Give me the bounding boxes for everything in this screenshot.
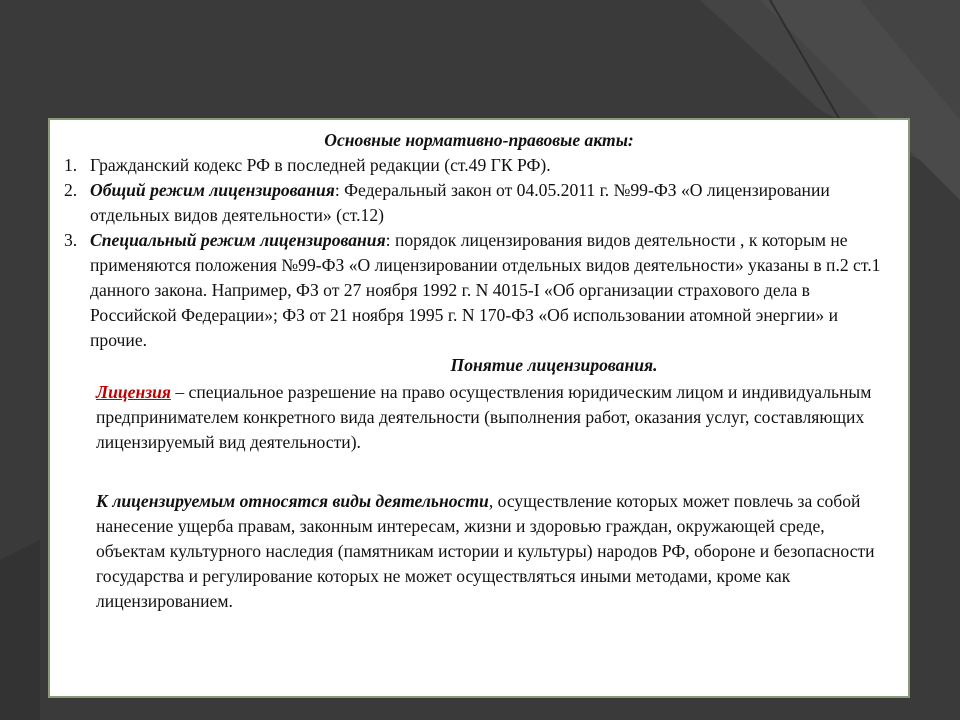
licensed-text: , осуществление которых может повлечь за собой нанесение ущерба правам, законным интересам, жизни и здоровью граждан, окружающей среде, объектам культурного наследия (памятникам истории и культуры) народов РФ, обороне и безопасности государства и регулирование которых не может осуществляться иными методами, кроме как лицензированием. [96,491,875,611]
item-emphasis: Общий режим лицензирования [90,180,335,200]
list-item [64,228,894,353]
license-text: – специальное разрешение на право осуществления юридическим лицом и индивидуальным предпринимателем конкретного вида деятельности (выполнения работ, оказания услуг, составляющих лицензируемый вид деятельности). [96,382,872,452]
list-item [64,153,894,178]
background-shape [0,540,40,720]
license-definition [64,380,894,455]
item-text: Гражданский кодекс РФ в последней редакции (ст.49 ГК РФ). [90,155,551,175]
item-text: : Федеральный закон от 04.05.2011 г. №99-ФЗ «О лицензировании отдельных видов деятельности» (ст.12) [90,180,830,225]
list-item [64,178,894,228]
item-number: 1. [64,155,78,175]
heading-normative-acts: Основные нормативно-правовые акты: [324,130,634,150]
item-text: : порядок лицензирования видов деятельности , к которым не применяются положения №99-ФЗ «О лицензировании отдельных видов деятельности» указаны в п.2 ст.1 данного закона. Например, ФЗ от 27 ноября 1992 г. N 4015-I «Об организации страхового дела в Российской Федерации»; ФЗ от 21 ноября 1995 г. N 170-ФЗ «Об использовании атомной энергии» и прочие. [90,230,881,350]
item-number: 2. [64,180,78,200]
license-term: Лицензия [96,382,171,402]
licensed-emphasis: К лицензируемым относятся виды деятельности [96,491,489,511]
spacer [64,455,894,489]
item-emphasis: Специальный режим лицензирования [90,230,386,250]
heading-license-concept: Понятие лицензирования. [450,355,658,375]
item-number: 3. [64,230,78,250]
content-panel [48,118,910,698]
licensed-activities [64,489,894,614]
